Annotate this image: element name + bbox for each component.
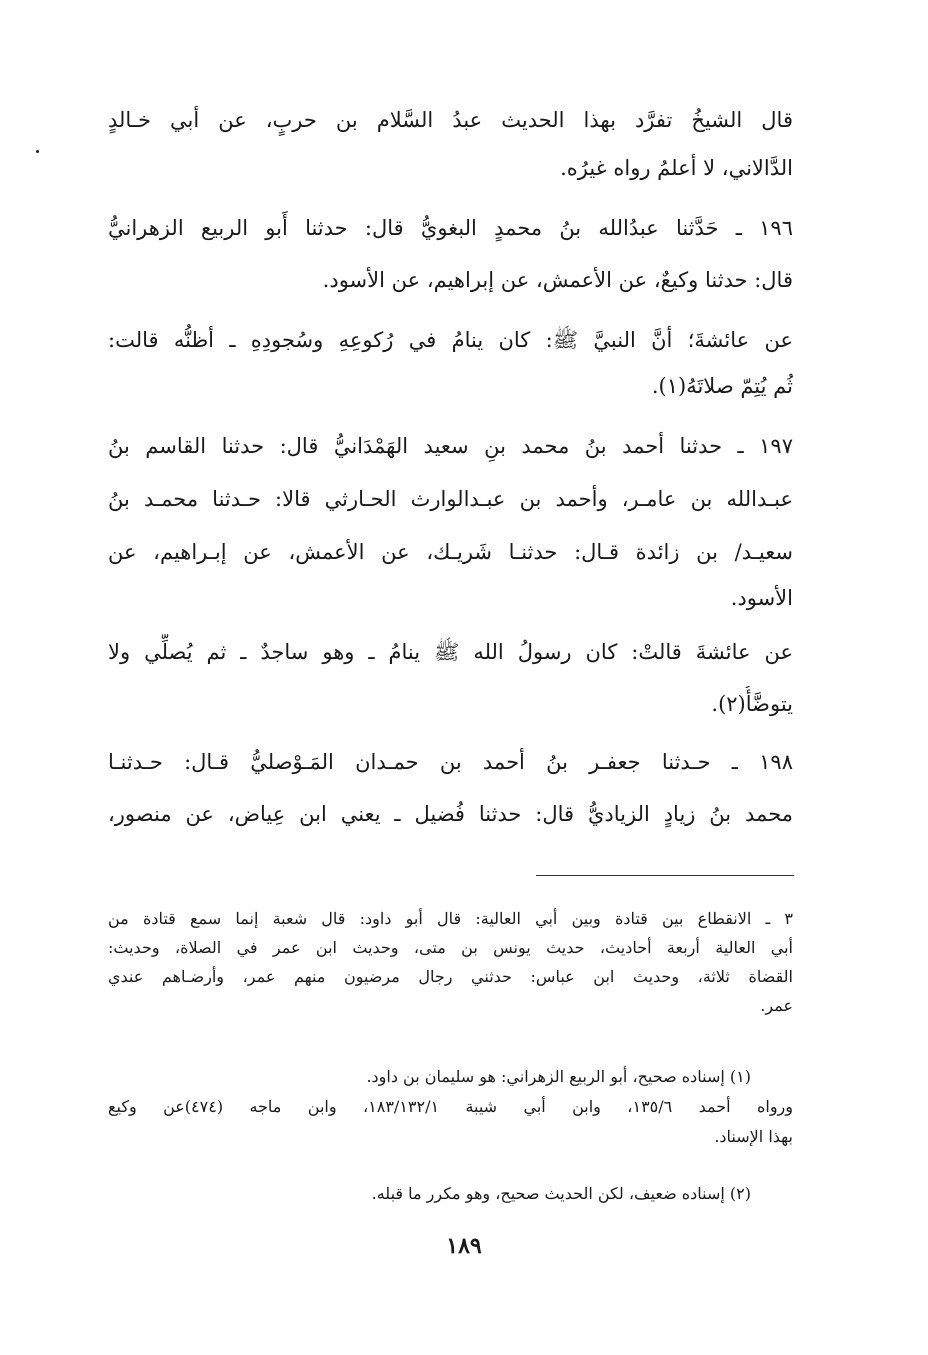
text-line: ١٩٦ ـ حَدَّثنا عبدُالله بنُ محمدٍ البغويُّ قال: حدثنا أَبو الربيع الزهرانيُّ	[108, 216, 793, 240]
text-line: ١٩٧ ـ حدثنا أحمد بنُ محمد بنِ سعيد الهَمْدَانيُّ قال: حدثنا القاسم بنُ	[108, 434, 793, 458]
hadith-196-matn	[108, 322, 793, 404]
hadith-198-isnad	[108, 744, 793, 832]
hadith-197-matn	[108, 634, 793, 722]
footnote-line: بهذا الإسناد.	[714, 1127, 793, 1146]
footnote-line: ٣ ـ الانقطاع بين قتادة وبين أبي العالية: قال أبو داود: قال شعبة إنما سمع قتادة من	[108, 909, 793, 928]
footnote-line: القضاة ثلاثة، وحديث ابن عباس: حدثني رجال مرضيون منهم عمر، وأرضـاهم عندي	[108, 967, 793, 986]
hadith-196-isnad	[108, 210, 793, 298]
footnote-3	[108, 906, 793, 1019]
footnote-1	[108, 1064, 793, 1150]
hadith-197-isnad	[108, 428, 793, 616]
text-line: عبـدالله بن عامـر، وأحمد بن عبـدالوارث الحـارثي قالا: حـدثنا محمـد بنُ	[108, 487, 793, 511]
text-line: الدَّالاني، لا أعلمُ رواه غيرُه.	[560, 156, 793, 180]
text-line: عن عائشةَ؛ أنَّ النبيَّ ﷺ: كان ينامُ في رُكوعِهِ وسُجودِهِ ـ أظنُّه قالت:	[108, 328, 793, 352]
text-line: محمد بنُ زيادٍ الزياديُّ قال: حدثنا فُضيل ـ يعني ابن عِياض، عن منصور،	[108, 802, 793, 826]
footnote-line: ورواه أحمد ١٣٥/٦، وابن أبي شيبة ١٨٣/١٣٢/١، وابن ماجه (٤٧٤)عن وكيع	[108, 1097, 793, 1116]
text-line: ثُم يُتِمّ صلاتَهُ(١).	[651, 374, 793, 398]
stray-mark	[36, 150, 39, 153]
paragraph-intro	[108, 102, 793, 186]
text-line: قال الشيخُ تفرَّد بهذا الحديث عبدُ السَّلام بن حربٍ، عن أبي خـالدٍ	[108, 108, 793, 132]
text-line: يتوضَّأُ(٢).	[711, 692, 793, 716]
footnote-separator	[536, 875, 794, 876]
footnote-2	[108, 1181, 793, 1207]
text-line: الأسود.	[730, 586, 793, 610]
footnote-line: (١) إسناده صحيح، أبو الربيع الزهراني: هو سليمان بن داود.	[366, 1067, 751, 1086]
text-line: عن عائشةَ قالتْ: كان رسولُ الله ﷺ ينامُ ـ وهو ساجدٌ ـ ثم يُصلِّي ولا	[108, 640, 793, 664]
text-line: ١٩٨ ـ حـدثنا جعفـر بنُ أحمد بن حمـدان المَـوْصليُّ قـال: حـدثنـا	[108, 750, 793, 774]
footnote-line: (٢) إسناده ضعيف، لكن الحديث صحيح، وهو مكرر ما قبله.	[371, 1184, 751, 1203]
page-number: ١٨٩	[446, 1233, 482, 1259]
footnote-line: عمر.	[760, 996, 793, 1015]
text-line: قال: حدثنا وكيعٌ، عن الأعمش، عن إبراهيم، عن الأسود.	[322, 268, 793, 292]
footnote-line: أبي العالية أربعة أحاديث، حديث يونس بن متى، وحديث ابن عمر في الصلاة، وحديث:	[108, 938, 793, 957]
text-line: سعيـد/ بن زائدة قـال: حدثنـا شَريـك، عن الأعمش، عن إبـراهيم، عن	[108, 540, 793, 564]
